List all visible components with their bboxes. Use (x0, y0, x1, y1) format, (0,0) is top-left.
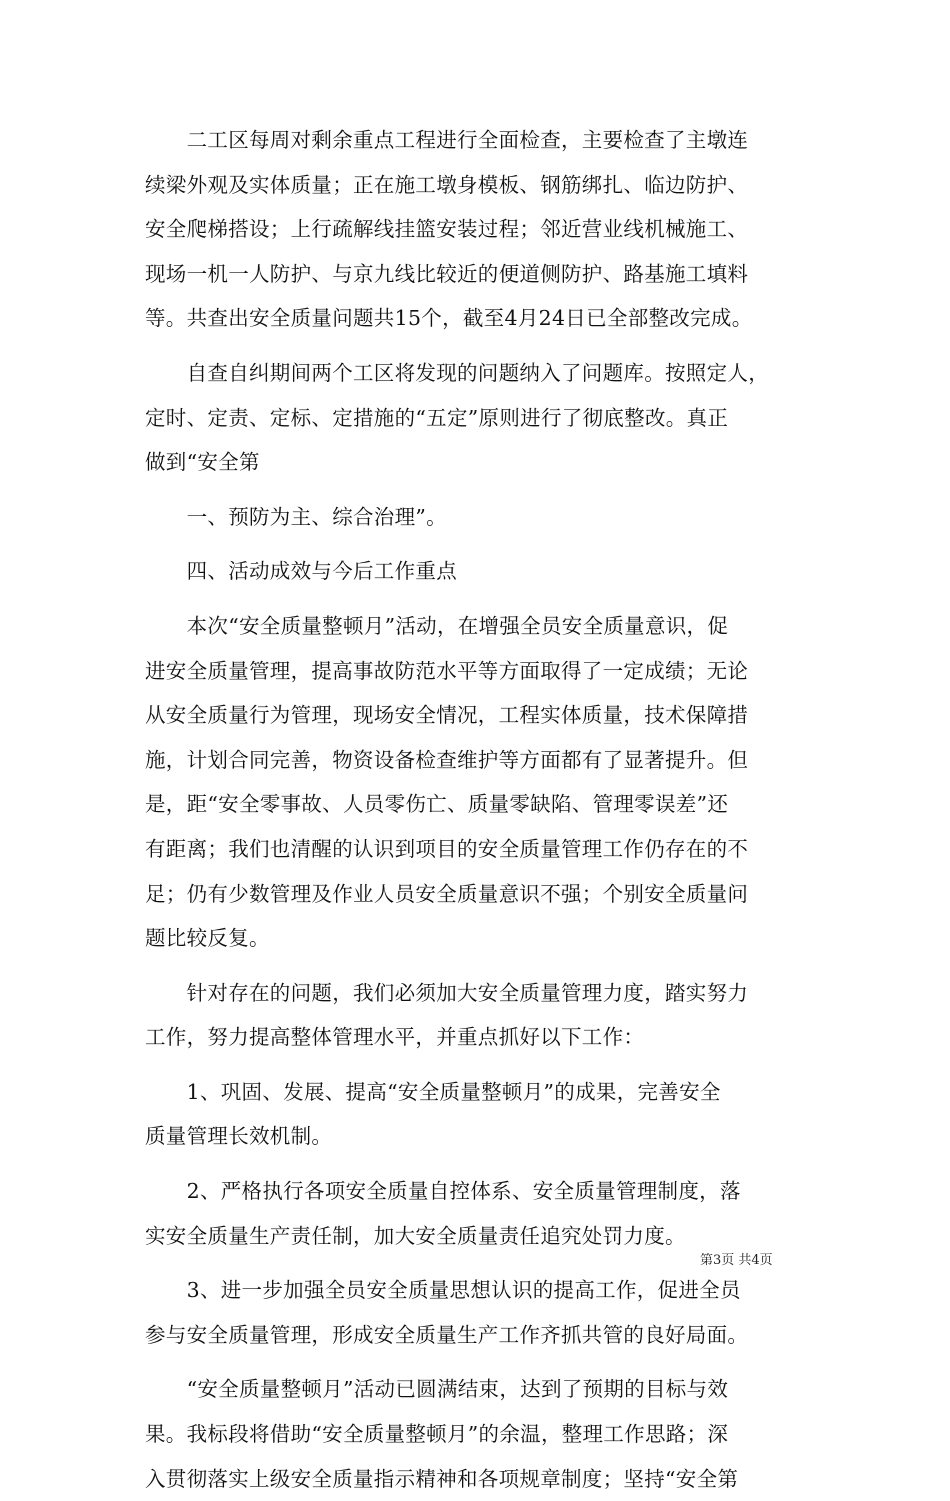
paragraph-self-check: 自查自纠期间两个工区将发现的问题纳入了问题库。按照定人， 定时、定责、定标、定措施的“五定”原则进行了彻底整改。真正 做到“安全第 (145, 360, 769, 475)
paragraph-prevention: 一、预防为主、综合治理”。 (145, 504, 447, 529)
paragraph-conclusion: “安全质量整顿月”活动已圆满结束，达到了预期的目标与效 果。我标段将借助“安全质量整顿月”的余温，整理工作思路；深 入贯彻落实上级安全质量指示精神和各项规章制度；坚持“安全第 (145, 1377, 739, 1491)
section-heading-results: 四、活动成效与今后工作重点 (145, 559, 457, 584)
paragraph-results: 本次“安全质量整顿月”活动，在增强全员安全质量意识，促 进安全质量管理，提高事故防范水平等方面取得了一定成绩；无论 从安全质量行为管理，现场安全情况，工程实体质量，技术保障措 施，计划合同完善，物资设备检查维护等方面都有了显著提升。但 是，距“安全零事故、人员零伤亡、质量零缺陷、管理零误差”还 有距离；我们也清醒的认识到项目的安全质量管理工作仍存在的不 足；仍有少数管理及作业人员安全质量意识不强；个别安全质量问 题比较反复。 (145, 613, 749, 951)
list-item-1: 1、巩固、发展、提高“安全质量整顿月”的成果，完善安全 质量管理长效机制。 (145, 1079, 721, 1149)
page-number: 第3页 共4页 (700, 1253, 773, 1268)
list-item-3: 3、进一步加强全员安全质量思想认识的提高工作，促进全员 参与安全质量管理，形成安全质量生产工作齐抓共管的良好局面。 (145, 1278, 749, 1347)
list-item-2: 2、严格执行各项安全质量自控体系、安全质量管理制度，落 实安全质量生产责任制，加大安全质量责任追究处罚力度。 (145, 1179, 741, 1248)
paragraph-problems: 针对存在的问题，我们必须加大安全质量管理力度，踏实努力 工作，努力提高整体管理水平，并重点抓好以下工作： (145, 980, 749, 1050)
paragraph-inspection: 二工区每周对剩余重点工程进行全面检查，主要检查了主墩连 续梁外观及实体质量；正在施工墩身模板、钢筋绑扎、临边防护、 安全爬梯搭设；上行疏解线挂篮安装过程；邻近营业线机械施工、 现场一机一人防护、与京九线比较近的便道侧防护、路基施工填料 等。共查出安全质量问题共15个，截至4月24日已全部整改完成。 (145, 128, 753, 331)
document-body (145, 118, 810, 1501)
